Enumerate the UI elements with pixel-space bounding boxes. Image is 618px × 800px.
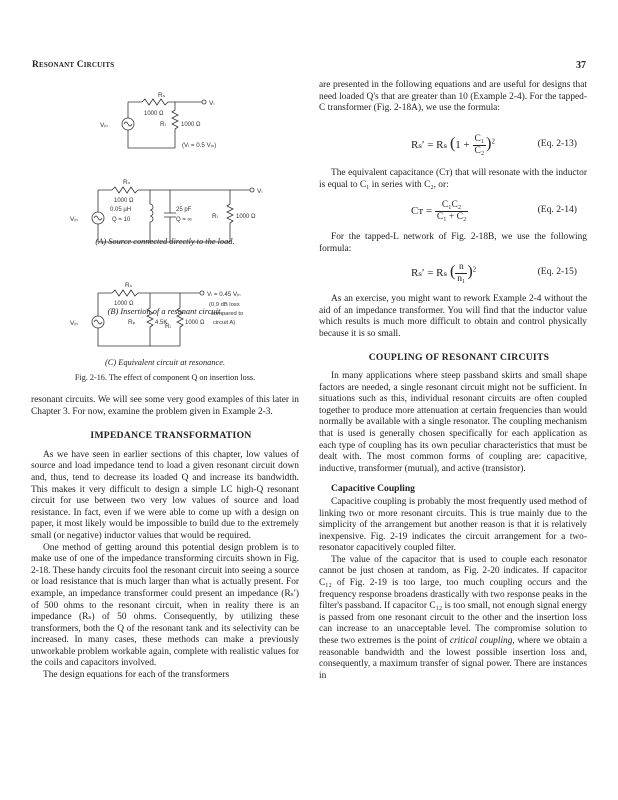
paragraph: One method of getting around this potential design problem is to make use of one of the impedance transforming circuits shown in Fig. 2-18. These handy circuits fool the resonant circuit into seeing a source or load resistance that is much larger than what is actually present. For example, an impedance transformer could present an impedance (Rₛ′) of 500 ohms to the resonant circuit, when in reality there is an impedance (Rₛ) of 50 ohms. Consequently, by utilizing these transformers, both the Q of the resonant tank and its selectivity can be increased. In many cases, these methods can make a previously unworkable problem workable again, complete with realistic values for the coils and capacitors involved. xyxy=(31,542,299,669)
paragraph: The equivalent capacitance (Cᴛ) that will resonate with the inductor is equal to C₁ in series with C₂, or: xyxy=(319,168,587,190)
svg-text:1000 Ω: 1000 Ω xyxy=(114,301,134,307)
svg-text:Rₗ: Rₗ xyxy=(160,121,166,128)
right-column-tl xyxy=(319,232,587,255)
svg-text:Rₚ: Rₚ xyxy=(128,319,136,326)
paragraph: The design equations for each of the transformers xyxy=(43,670,230,681)
svg-text:1000 Ω: 1000 Ω xyxy=(144,111,164,117)
left-column xyxy=(31,395,299,682)
section-heading: COUPLING OF RESONANT CIRCUITS xyxy=(368,352,550,364)
caption-b: (B) Insertion of a resonant circuit. xyxy=(107,307,223,316)
svg-text:4.5K: 4.5K xyxy=(155,320,168,326)
svg-text:Rₛ: Rₛ xyxy=(123,179,131,186)
svg-text:25 pF: 25 pF xyxy=(176,207,192,213)
svg-text:Q = 10: Q = 10 xyxy=(112,217,131,223)
svg-text:1000 Ω: 1000 Ω xyxy=(114,198,134,204)
svg-text:Vₗ: Vₗ xyxy=(209,100,215,107)
subsection-heading: Capacitive Coupling xyxy=(331,483,415,495)
equation-2-13: Rₛ′ = Rₛ (1 + $\frac{\text{C₁}}{\text{C₂}}$ )$^2$ (Eq. 2-13) xyxy=(411,134,577,156)
paragraph: As we have seen in earlier sections of this chapter, low values of source and load impedance tend to load a given resonant circuit down and, thus, tend to decrease its loaded Q and increase its bandwidth. This makes it very difficult to design a simple LC high-Q resonant circuit for use between two very low values of source and load resistance. In fact, even if we were able to come up with a design on paper, it most likely would be impossible to build due to the extremely small (or negative) inductor values that would be required. xyxy=(31,449,299,541)
svg-text:circuit A): circuit A) xyxy=(213,320,236,326)
right-column-main xyxy=(319,294,587,682)
running-header: Resonant Circuits xyxy=(32,60,115,70)
svg-text:Vᵢₙ: Vᵢₙ xyxy=(70,320,78,327)
caption-a: (A) Source connected directly to the load. xyxy=(95,237,235,246)
svg-text:Rₗ: Rₗ xyxy=(212,213,218,220)
svg-text:0.05 µH: 0.05 µH xyxy=(110,207,132,213)
svg-text:1000 Ω: 1000 Ω xyxy=(185,320,205,326)
paragraph: In many applications where steep passband skirts and small shape factors are needed, a single resonant circuit might not be sufficient. In situations such as this, individual resonant circuits are often coupled together to produce more attenuation at certain frequencies than would normally be available with a single resonator. The coupling mechanism that is used is generally chosen specifically for each application as each type of coupling has its own peculiar characteristics that must be dealt with. The most common forms of coupling are: capacitive, inductive, transformer (mutual), and active (transistor). xyxy=(319,370,587,474)
paragraph: For the tapped-L network of Fig. 2-18B, we use the following formula: xyxy=(319,232,587,254)
paragraph: resonant circuits. We will see some very good examples of this later in Chapter 3. For now, examine the problem given in Example 2-3. xyxy=(31,395,299,417)
svg-text:1000 Ω: 1000 Ω xyxy=(181,122,201,128)
svg-text:compared to: compared to xyxy=(211,311,244,317)
svg-text:1000 Ω: 1000 Ω xyxy=(236,214,256,220)
figure-caption: Fig. 2-16. The effect of component Q on insertion loss. xyxy=(74,373,256,382)
section-heading: IMPEDANCE TRANSFORMATION xyxy=(90,430,252,442)
svg-text:Vᵢₙ: Vᵢₙ xyxy=(70,216,78,223)
svg-text:Vₗ = 0.45 Vᵢₙ: Vₗ = 0.45 Vᵢₙ xyxy=(207,291,241,298)
svg-text:Vᵢₙ: Vᵢₙ xyxy=(100,122,108,129)
paragraph: Capacitive coupling is probably the most frequently used method of linking two or more resonant circuits. This is true mainly due to the simplicity of the arrangement but another reason is that it is relatively inexpensive. Fig. 2-19 indicates the circuit arrangement for a two-resonator capacitively coupled filter. xyxy=(319,496,587,554)
svg-text:Rₗ: Rₗ xyxy=(165,323,171,330)
paragraph: are presented in the following equations and are useful for designs that need loaded Q's that are greater than 10 (Example 2-4). For the tapped-C transformer (Fig. 2-18A), we use the formula: xyxy=(319,80,587,114)
caption-c: (C) Equivalent circuit at resonance. xyxy=(104,358,226,367)
figure-2-16 xyxy=(30,80,300,390)
equation-2-14: Cᴛ = $\frac{\text{C₁C₂}}{\text{C₁ + C₂}}$ (Eq. 2-14) xyxy=(411,200,577,222)
circuit-a xyxy=(100,92,216,149)
svg-text:(Vₗ = 0.5 Vᵢₙ): (Vₗ = 0.5 Vᵢₙ) xyxy=(182,142,217,149)
svg-text:Vₗ: Vₗ xyxy=(257,188,263,195)
right-column-top xyxy=(319,80,587,115)
svg-text:Q = ∞: Q = ∞ xyxy=(176,217,192,223)
right-column-ct xyxy=(319,168,587,191)
equation-2-15: Rₛ′ = Rₛ ( $\frac{n}{\text{n₁}}$ )$^2$ (Eq. 2-15) xyxy=(411,262,577,284)
circuit-b xyxy=(70,179,262,242)
svg-text:(0.9 dB loss: (0.9 dB loss xyxy=(209,302,240,308)
svg-text:Rₛ: Rₛ xyxy=(125,282,133,289)
paragraph: As an exercise, you might want to rework Example 2-4 without the aid of an impedance transformer. You will find that the inductor value which results is much more difficult to obtain and control physically because it is so small. xyxy=(319,294,587,339)
page-number: 37 xyxy=(576,60,586,71)
paragraph: The value of the capacitor that is used to couple each resonator cannot be just chosen at random, as Fig. 2-20 indicates. If capacitor C₁₂ of Fig. 2-19 is too large, too much coupling occurs and the frequency response broadens drastically with two response peaks in the filter's passband. If capacitor C₁₂ is too small, not enough signal energy is passed from one resonant circuit to the other and the insertion loss can increase to an unacceptable level. The compromise solution to these two extremes is the point of critical coupling, where we obtain a reasonable bandwidth and the lowest possible insertion loss and, consequently, a maximum transfer of signal power. There are instances in xyxy=(319,554,588,681)
circuit-a-rs-label: Rₛ xyxy=(158,92,166,99)
